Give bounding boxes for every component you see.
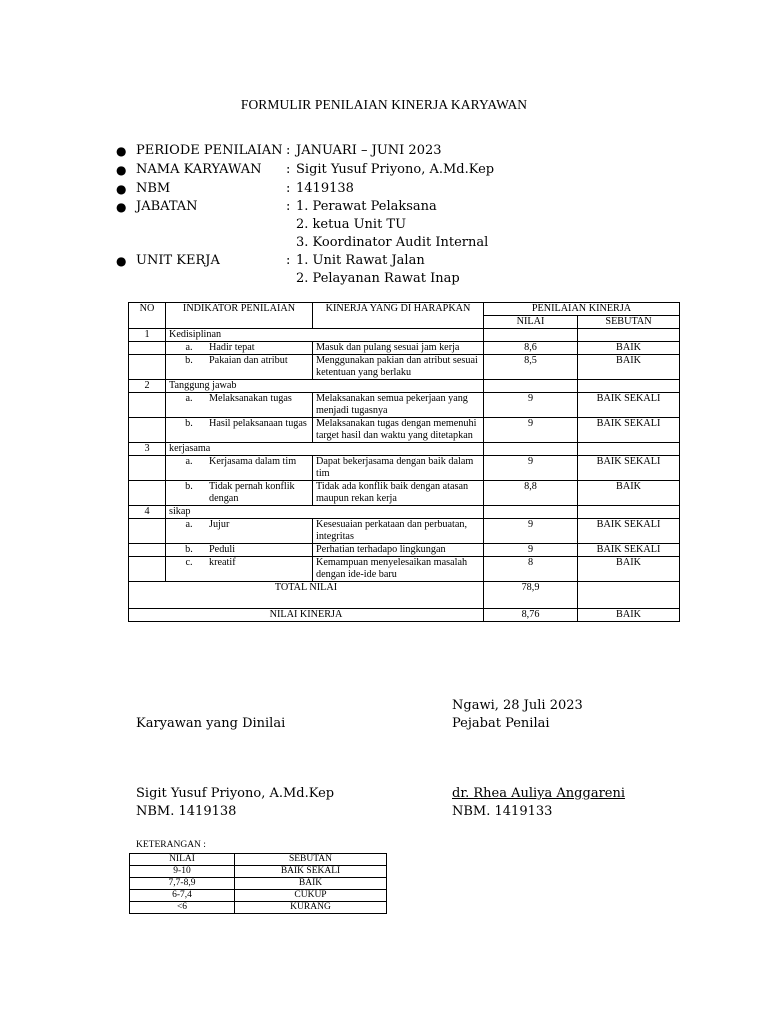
group-row: [129, 506, 680, 519]
info-value: 2. ketua Unit TU: [296, 217, 407, 232]
grade-cell: KURANG: [235, 902, 387, 914]
info-value: Sigit Yusuf Priyono, A.Md.Kep: [296, 162, 495, 177]
indicator-text: Hasil pelaksanaan tugas: [209, 418, 307, 429]
range-cell: 6-7,4: [130, 890, 235, 902]
expected-performance: Perhatian terhadapo lingkungan: [313, 544, 484, 557]
info-value: JANUARI – JUNI 2023: [296, 143, 442, 158]
info-label: JABATAN: [136, 199, 198, 214]
indicator-cell: [166, 456, 313, 481]
row-no: 3: [129, 443, 166, 456]
kinerja-label: NILAI KINERJA: [129, 609, 484, 622]
expected-performance: Melaksanakan tugas dengan memenuhi target hasil dan waktu yang ditetapkan: [313, 418, 484, 443]
indicator-cell: [166, 355, 313, 380]
keterangan-header: NILAI: [130, 854, 235, 866]
item-letter: a.: [185, 342, 193, 353]
keterangan-body: [130, 854, 387, 914]
indicator-wrap: [169, 557, 309, 569]
keterangan-row: [130, 902, 387, 914]
table-row: [129, 557, 680, 582]
item-letter: a.: [185, 393, 193, 404]
kinerja-nilai: 8,76: [484, 609, 578, 622]
nilai-cell: 9: [484, 519, 578, 544]
info-label: NBM: [136, 181, 171, 196]
item-letter: b.: [185, 544, 193, 555]
empty-cell: [484, 329, 578, 342]
indicator-wrap: [169, 355, 309, 367]
indicator-wrap: [169, 519, 309, 531]
header-nilai: NILAI: [484, 316, 578, 329]
empty-cell: [484, 380, 578, 393]
empty-cell: [484, 506, 578, 519]
indicator-cell: [166, 393, 313, 418]
info-colon: :: [286, 162, 291, 177]
right-role: Pejabat Penilai: [452, 716, 550, 731]
info-colon: :: [286, 181, 291, 196]
table-row: [129, 544, 680, 557]
info-label: UNIT KERJA: [136, 253, 220, 268]
sebutan-cell: BAIK: [578, 355, 680, 380]
table-row: [129, 342, 680, 355]
sebutan-cell: BAIK SEKALI: [578, 393, 680, 418]
bullet-icon: ●: [116, 144, 127, 158]
empty-cell: [129, 481, 166, 506]
table-row: [129, 355, 680, 380]
indicator-text: Pakaian dan atribut: [209, 355, 288, 366]
nilai-cell: 9: [484, 393, 578, 418]
indicator-cell: [166, 481, 313, 506]
sebutan-cell: BAIK SEKALI: [578, 544, 680, 557]
range-cell: 9-10: [130, 866, 235, 878]
nilai-cell: 8,6: [484, 342, 578, 355]
indicator-text: Jujur: [209, 519, 230, 530]
empty-cell: [129, 393, 166, 418]
indicator-wrap: [169, 418, 309, 430]
expected-performance: Dapat bekerjasama dengan baik dalam tim: [313, 456, 484, 481]
info-value: 1419138: [296, 181, 354, 196]
table-row: [129, 481, 680, 506]
bullet-icon: ●: [116, 163, 127, 177]
empty-cell: [129, 544, 166, 557]
kinerja-row: [129, 609, 680, 622]
indicator-cell: [166, 418, 313, 443]
bullet-icon: ●: [116, 182, 127, 196]
form-title: FORMULIR PENILAIAN KINERJA KARYAWAN: [240, 97, 528, 112]
nilai-cell: 8,8: [484, 481, 578, 506]
expected-performance: Kemampuan menyelesaikan masalah dengan ide-ide baru: [313, 557, 484, 582]
item-letter: b.: [185, 418, 193, 429]
bullet-icon: ●: [116, 200, 127, 214]
expected-performance: Melaksanakan semua pekerjaan yang menjadi tugasnya: [313, 393, 484, 418]
indicator-wrap: [169, 544, 309, 556]
item-letter: b.: [185, 355, 193, 366]
header-sebutan: SEBUTAN: [578, 316, 680, 329]
empty-cell: [129, 355, 166, 380]
place-date: Ngawi, 28 Juli 2023: [452, 698, 583, 713]
keterangan-row: [130, 878, 387, 890]
grade-cell: BAIK SEKALI: [235, 866, 387, 878]
item-letter: c.: [185, 557, 193, 568]
nilai-cell: 8: [484, 557, 578, 582]
header-no: NO: [129, 303, 166, 329]
nilai-cell: 9: [484, 544, 578, 557]
indicator-cell: [166, 557, 313, 582]
item-letter: a.: [185, 456, 193, 467]
item-letter: a.: [185, 519, 193, 530]
info-colon: :: [286, 199, 291, 214]
sebutan-cell: BAIK: [578, 342, 680, 355]
indicator-wrap: [169, 393, 309, 405]
empty-cell: [129, 418, 166, 443]
group-row: [129, 329, 680, 342]
empty-cell: [578, 582, 680, 609]
indicator-text: Kerjasama dalam tim: [209, 456, 297, 467]
kinerja-sebutan: BAIK: [578, 609, 680, 622]
sebutan-cell: BAIK SEKALI: [578, 519, 680, 544]
indicator-text: Peduli: [209, 544, 236, 555]
group-label: Tanggung jawab: [166, 380, 484, 393]
nilai-cell: 9: [484, 418, 578, 443]
header-penilaian: PENILAIAN KINERJA: [484, 303, 680, 316]
left-signer-nbm: NBM. 1419138: [136, 804, 237, 819]
indicator-text: Melaksanakan tugas: [209, 393, 292, 404]
group-label: kerjasama: [166, 443, 484, 456]
expected-performance: Masuk dan pulang sesuai jam kerja: [313, 342, 484, 355]
sebutan-cell: BAIK SEKALI: [578, 456, 680, 481]
row-no: 2: [129, 380, 166, 393]
group-row: [129, 443, 680, 456]
info-label: NAMA KARYAWAN: [136, 162, 262, 177]
table-row: [129, 519, 680, 544]
keterangan-header: SEBUTAN: [235, 854, 387, 866]
indicator-text: Hadir tepat: [209, 342, 255, 353]
total-nilai: 78,9: [484, 582, 578, 609]
empty-cell: [578, 443, 680, 456]
right-signer-name: dr. Rhea Auliya Anggareni: [452, 786, 626, 801]
assessment-table: [128, 302, 680, 622]
empty-cell: [129, 557, 166, 582]
indicator-wrap: [169, 342, 309, 354]
table-row: [129, 393, 680, 418]
empty-cell: [484, 443, 578, 456]
indicator-cell: [166, 342, 313, 355]
indicator-wrap: [169, 481, 309, 505]
info-value: 1. Perawat Pelaksana: [296, 199, 437, 214]
empty-cell: [578, 506, 680, 519]
indicator-text: kreatif: [209, 557, 236, 568]
right-signer-nbm: NBM. 1419133: [452, 804, 553, 819]
grade-cell: CUKUP: [235, 890, 387, 902]
row-no: 1: [129, 329, 166, 342]
indicator-cell: [166, 544, 313, 557]
bullet-icon: ●: [116, 254, 127, 268]
item-letter: b.: [185, 481, 193, 492]
range-cell: 7,7-8,9: [130, 878, 235, 890]
group-label: sikap: [166, 506, 484, 519]
indicator-cell: [166, 519, 313, 544]
info-value: 1. Unit Rawat Jalan: [296, 253, 425, 268]
left-signer-name: Sigit Yusuf Priyono, A.Md.Kep: [136, 786, 335, 801]
empty-cell: [129, 519, 166, 544]
table-header-row: [129, 303, 680, 316]
empty-cell: [578, 380, 680, 393]
nilai-cell: 8,5: [484, 355, 578, 380]
header-kinerja: KINERJA YANG DI HARAPKAN: [313, 303, 484, 329]
header-indikator: INDIKATOR PENILAIAN: [166, 303, 313, 329]
total-label: TOTAL NILAI: [129, 582, 484, 609]
empty-cell: [129, 456, 166, 481]
table-row: [129, 456, 680, 481]
info-value: 3. Koordinator Audit Internal: [296, 235, 489, 250]
empty-cell: [578, 329, 680, 342]
info-label: PERIODE PENILAIAN: [136, 143, 283, 158]
indicator-wrap: [169, 456, 309, 468]
keterangan-row: [130, 890, 387, 902]
table-row: [129, 418, 680, 443]
keterangan-table: [129, 853, 387, 914]
sebutan-cell: BAIK: [578, 481, 680, 506]
total-row: [129, 582, 680, 609]
nilai-cell: 9: [484, 456, 578, 481]
sebutan-cell: BAIK SEKALI: [578, 418, 680, 443]
empty-cell: [129, 342, 166, 355]
keterangan-row: [130, 866, 387, 878]
info-colon: :: [286, 253, 291, 268]
indicator-text: Tidak pernah konflik dengan: [209, 481, 295, 504]
expected-performance: Menggunakan pakian dan atribut sesuai ketentuan yang berlaku: [313, 355, 484, 380]
table-body: [129, 329, 680, 622]
keterangan-header-row: [130, 854, 387, 866]
row-no: 4: [129, 506, 166, 519]
info-colon: :: [286, 143, 291, 158]
range-cell: <6: [130, 902, 235, 914]
sebutan-cell: BAIK: [578, 557, 680, 582]
grade-cell: BAIK: [235, 878, 387, 890]
group-label: Kedisiplinan: [166, 329, 484, 342]
keterangan-label: KETERANGAN :: [136, 840, 206, 850]
expected-performance: Kesesuaian perkataan dan perbuatan, integritas: [313, 519, 484, 544]
expected-performance: Tidak ada konflik baik dengan atasan maupun rekan kerja: [313, 481, 484, 506]
group-row: [129, 380, 680, 393]
left-role: Karyawan yang Dinilai: [136, 716, 286, 731]
info-value: 2. Pelayanan Rawat Inap: [296, 271, 460, 286]
